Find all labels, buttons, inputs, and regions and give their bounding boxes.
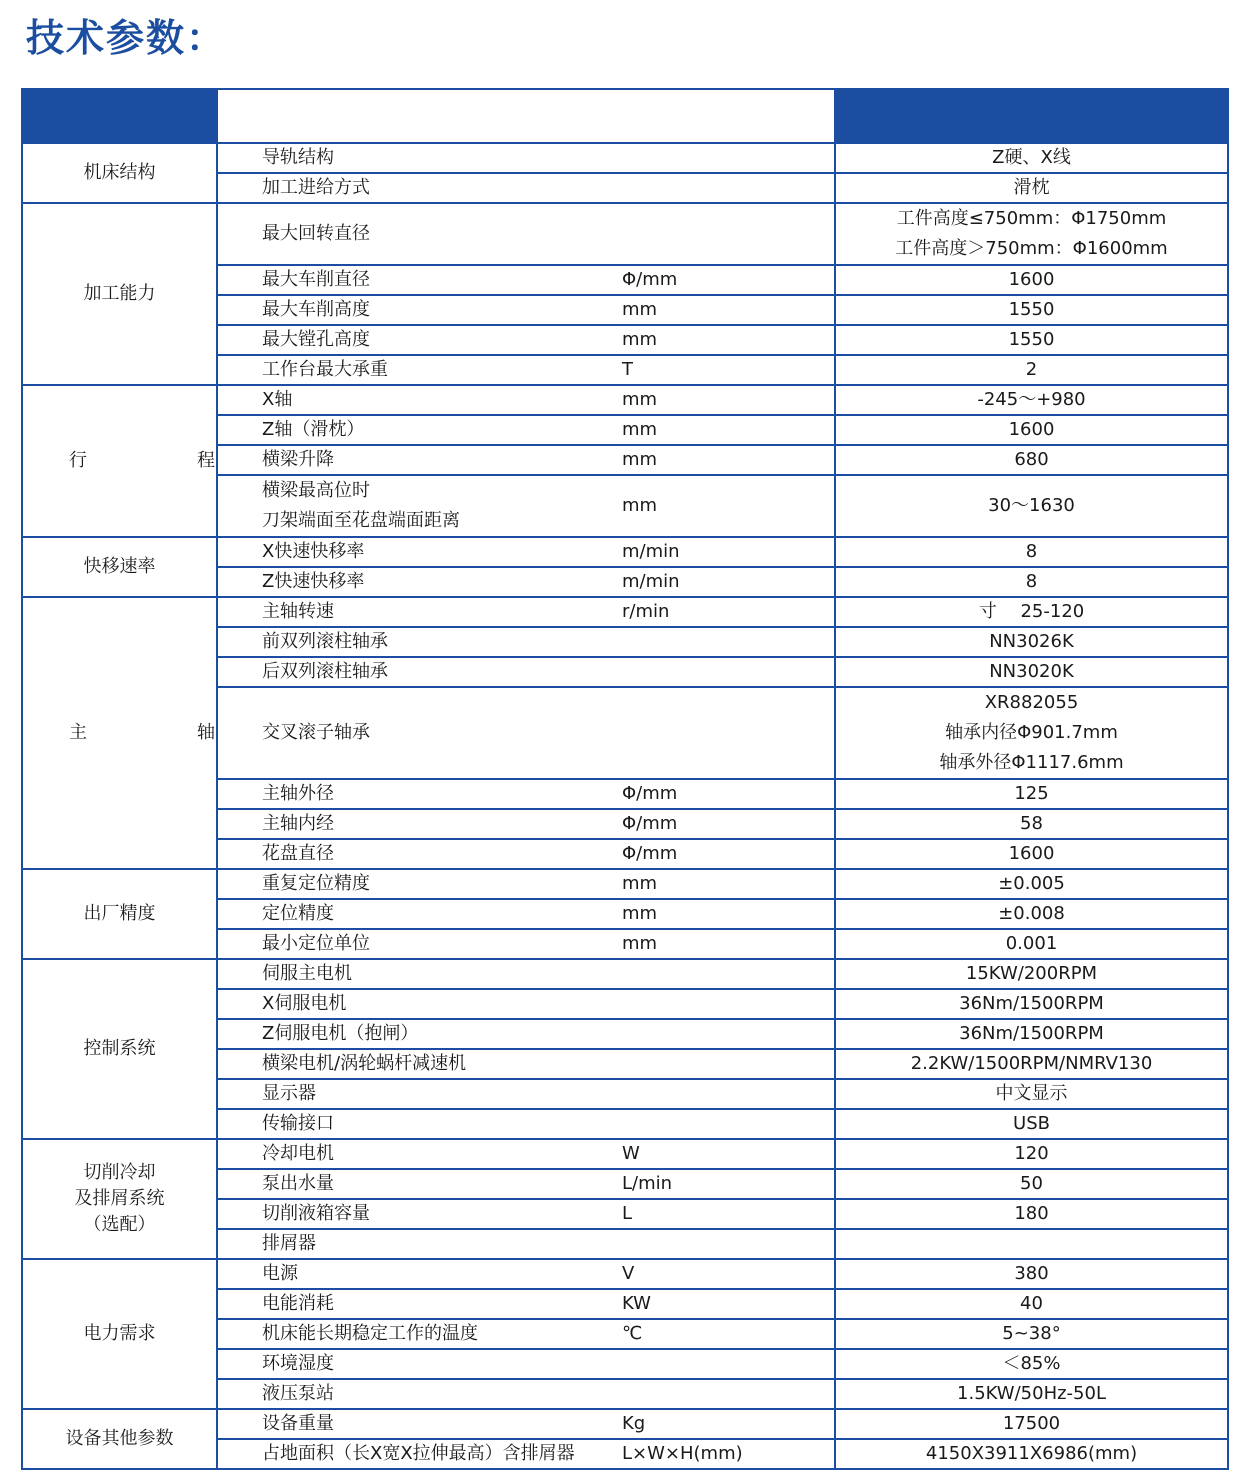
value-cell: [835, 1229, 1228, 1259]
parameter-name: 后双列滚柱轴承: [262, 661, 388, 682]
parameter-value: 2: [1025, 359, 1038, 380]
parameter-name-cell: [217, 1379, 610, 1409]
parameter-name-cell: [217, 1259, 610, 1289]
value-cell: [835, 1259, 1228, 1289]
parameter-value: 工件高度＞750mm：Φ1600mm: [895, 238, 1168, 259]
unit-label: mm: [622, 389, 658, 410]
value-cell: [835, 809, 1228, 839]
unit-cell: [610, 1289, 835, 1319]
unit-label: mm: [622, 933, 658, 954]
parameter-name: 主轴转速: [262, 601, 334, 622]
parameter-value: 40: [1020, 1293, 1043, 1314]
value-cell: [835, 1289, 1228, 1319]
value-cell: [835, 1019, 1228, 1049]
parameter-value: 120: [1014, 1143, 1049, 1164]
unit-cell: [610, 1109, 835, 1139]
value-cell: [835, 687, 1228, 779]
parameter-name-cell: [217, 173, 610, 203]
header-cell-parameter: [217, 89, 835, 143]
parameter-name-cell: [217, 537, 610, 567]
parameter-name: 最大车削高度: [262, 299, 370, 320]
parameter-value: ＜85%: [1002, 1353, 1061, 1374]
parameter-value: 轴承外径Φ1117.6mm: [939, 752, 1124, 773]
parameter-value: NN3020K: [989, 661, 1074, 682]
unit-cell: [610, 657, 835, 687]
unit-label: mm: [622, 299, 658, 320]
category-cell: [22, 537, 217, 597]
value-cell: [835, 475, 1228, 537]
unit-cell: [610, 567, 835, 597]
unit-cell: [610, 779, 835, 809]
parameter-name-cell: [217, 203, 610, 265]
parameter-name: 液压泵站: [262, 1383, 334, 1404]
parameter-name-cell: [217, 627, 610, 657]
unit-cell: [610, 325, 835, 355]
unit-cell: [610, 1049, 835, 1079]
parameter-name: Z快速快移率: [262, 571, 365, 592]
parameter-name-cell: [217, 475, 610, 537]
category-cell: [22, 1139, 217, 1259]
unit-cell: [610, 355, 835, 385]
category-cell: [22, 1409, 217, 1469]
category-label-line: 切削冷却: [83, 1162, 156, 1183]
parameter-name: 电能消耗: [262, 1293, 334, 1314]
value-cell: [835, 325, 1228, 355]
parameter-name-cell: [217, 657, 610, 687]
unit-label: r/min: [622, 601, 670, 622]
parameter-name-cell: [217, 779, 610, 809]
unit-label: T: [622, 359, 633, 380]
parameter-name: 加工进给方式: [262, 177, 370, 198]
value-cell: [835, 1139, 1228, 1169]
parameter-value: USB: [1013, 1113, 1050, 1134]
table-row: [22, 537, 1228, 567]
unit-cell: [610, 445, 835, 475]
parameter-name-cell: [217, 869, 610, 899]
parameter-name-cell: [217, 1409, 610, 1439]
spec-table: [21, 88, 1229, 1470]
parameter-name-cell: [217, 839, 610, 869]
parameter-value: XR882055: [984, 692, 1079, 713]
value-cell: [835, 537, 1228, 567]
parameter-name-cell: [217, 959, 610, 989]
table-row: [22, 869, 1228, 899]
unit-label: L: [622, 1203, 633, 1224]
unit-cell: [610, 1409, 835, 1439]
header-cell-category: [22, 89, 217, 143]
unit-cell: [610, 1019, 835, 1049]
value-cell: [835, 355, 1228, 385]
parameter-name-cell: [217, 1289, 610, 1319]
unit-cell: [610, 475, 835, 537]
category-label: 机床结构: [83, 162, 156, 183]
unit-label: KW: [622, 1293, 651, 1314]
parameter-name: 导轨结构: [262, 147, 334, 168]
parameter-name: 横梁升降: [262, 449, 334, 470]
parameter-value: 4150X3911X6986(mm): [925, 1443, 1138, 1464]
category-cell: [22, 869, 217, 959]
parameter-name-cell: [217, 415, 610, 445]
parameter-name: 最小定位单位: [262, 933, 370, 954]
category-label: 行 程: [69, 450, 261, 471]
value-cell: [835, 173, 1228, 203]
parameter-value: 36Nm/1500RPM: [959, 1023, 1104, 1044]
unit-label: mm: [622, 903, 658, 924]
unit-label: mm: [622, 419, 658, 440]
unit-label: Φ/mm: [622, 269, 678, 290]
parameter-value: 中文显示: [995, 1083, 1068, 1104]
parameter-value: 36Nm/1500RPM: [959, 993, 1104, 1014]
unit-cell: [610, 1259, 835, 1289]
parameter-value: NN3026K: [989, 631, 1074, 652]
unit-label: Kg: [622, 1413, 646, 1434]
parameter-name: 泵出水量: [262, 1173, 334, 1194]
parameter-name-cell: [217, 1319, 610, 1349]
parameter-name: 横梁最高位时: [262, 480, 370, 501]
value-cell: [835, 959, 1228, 989]
parameter-name-cell: [217, 1169, 610, 1199]
parameter-name: 冷却电机: [262, 1143, 334, 1164]
value-cell: [835, 143, 1228, 173]
unit-cell: [610, 989, 835, 1019]
parameter-name: 伺服主电机: [262, 963, 352, 984]
parameter-name: 花盘直径: [262, 843, 334, 864]
parameter-name-cell: [217, 1229, 610, 1259]
value-cell: [835, 869, 1228, 899]
header-cell-value: [835, 89, 1228, 143]
unit-cell: [610, 1139, 835, 1169]
value-cell: [835, 657, 1228, 687]
parameter-name-cell: [217, 899, 610, 929]
table-row: [22, 597, 1228, 627]
parameter-value: 8: [1025, 541, 1038, 562]
parameter-value: 1600: [1008, 269, 1055, 290]
parameter-name: X快速快移率: [262, 541, 365, 562]
category-label: 电力需求: [83, 1323, 156, 1344]
parameter-name: 工作台最大承重: [262, 359, 388, 380]
parameter-value: 680: [1014, 449, 1049, 470]
parameter-name: 环境湿度: [262, 1353, 334, 1374]
unit-cell: [610, 203, 835, 265]
parameter-value: 5~38°: [1002, 1323, 1061, 1344]
value-cell: [835, 1409, 1228, 1439]
value-cell: [835, 295, 1228, 325]
unit-cell: [610, 295, 835, 325]
category-cell: [22, 385, 261, 537]
parameter-name-cell: [217, 687, 610, 779]
parameter-value: 17500: [1002, 1413, 1061, 1434]
unit-cell: [610, 597, 835, 627]
table-row: [22, 203, 1228, 265]
parameter-name: 横梁电机/涡轮蜗杆减速机: [262, 1053, 467, 1074]
value-cell: [835, 1109, 1228, 1139]
unit-cell: [610, 627, 835, 657]
parameter-name: 重复定位精度: [262, 873, 370, 894]
parameter-name: X轴: [262, 389, 293, 410]
parameter-value: ±0.008: [998, 903, 1065, 924]
page-title: 技术参数：: [26, 16, 227, 60]
parameter-value: 1.5KW/50Hz-50L: [957, 1383, 1106, 1404]
unit-cell: [610, 1349, 835, 1379]
unit-label: m/min: [622, 571, 680, 592]
value-cell: [835, 567, 1228, 597]
parameter-name: 传输接口: [262, 1113, 334, 1134]
parameter-name: 交叉滚子轴承: [262, 722, 370, 743]
unit-cell: [610, 687, 835, 779]
parameter-name: 前双列滚柱轴承: [262, 631, 388, 652]
value-cell: [835, 1199, 1228, 1229]
unit-label: Φ/mm: [622, 813, 678, 834]
parameter-name-cell: [217, 1139, 610, 1169]
category-label: 加工能力: [83, 283, 156, 304]
unit-cell: [610, 1199, 835, 1229]
parameter-name-cell: [217, 1079, 610, 1109]
table-row: [22, 385, 1228, 415]
parameter-value: 1550: [1008, 329, 1055, 350]
unit-cell: [610, 1319, 835, 1349]
parameter-name-cell: [217, 1199, 610, 1229]
parameter-value: 工件高度≤750mm：Φ1750mm: [896, 208, 1167, 229]
category-cell: [22, 143, 217, 203]
unit-label: mm: [622, 873, 658, 894]
category-cell: [22, 1259, 217, 1409]
value-cell: [835, 1049, 1228, 1079]
unit-label: L/min: [622, 1173, 673, 1194]
unit-cell: [610, 265, 835, 295]
value-cell: [835, 1439, 1228, 1469]
parameter-name-cell: [217, 929, 610, 959]
parameter-value: 0.001: [1005, 933, 1058, 954]
parameter-name-cell: [217, 1439, 610, 1469]
value-cell: [835, 899, 1228, 929]
unit-cell: [610, 899, 835, 929]
unit-label: mm: [622, 329, 658, 350]
category-label: 主 轴: [69, 722, 261, 743]
value-cell: [835, 1169, 1228, 1199]
unit-cell: [610, 1439, 835, 1469]
unit-cell: [610, 537, 835, 567]
unit-cell: [610, 385, 835, 415]
unit-cell: [610, 415, 835, 445]
parameter-name-cell: [217, 1349, 610, 1379]
parameter-name: 最大镗孔高度: [262, 329, 370, 350]
category-label: 快移速率: [83, 556, 156, 577]
parameter-value: 15KW/200RPM: [965, 963, 1098, 984]
unit-label: L×W×H(mm): [622, 1443, 743, 1464]
category-cell: [22, 203, 217, 385]
parameter-value: 58: [1020, 813, 1043, 834]
parameter-name: 最大回转直径: [262, 223, 370, 244]
category-label-line: 及排屑系统: [74, 1188, 165, 1209]
parameter-name: 切削液箱容量: [262, 1203, 370, 1224]
category-cell: [22, 597, 261, 869]
parameter-value: Z硬、X线: [992, 147, 1071, 168]
parameter-name-cell: [217, 989, 610, 1019]
value-cell: [835, 265, 1228, 295]
unit-cell: [610, 143, 835, 173]
parameter-value: 125: [1014, 783, 1049, 804]
unit-cell: [610, 959, 835, 989]
unit-label: mm: [622, 449, 658, 470]
parameter-name: 定位精度: [262, 903, 334, 924]
category-cell: [22, 959, 217, 1139]
unit-cell: [610, 869, 835, 899]
unit-cell: [610, 839, 835, 869]
parameter-name-cell: [217, 355, 610, 385]
value-cell: [835, 929, 1228, 959]
parameter-name: Z伺服电机（抱闸）: [262, 1023, 419, 1044]
parameter-name: 最大车削直径: [262, 269, 370, 290]
category-label-line: （选配）: [83, 1214, 156, 1235]
unit-label: Φ/mm: [622, 783, 678, 804]
unit-cell: [610, 1229, 835, 1259]
category-label: 设备其他参数: [65, 1428, 174, 1449]
parameter-name-cell: [217, 265, 610, 295]
parameter-value: ±0.005: [998, 873, 1065, 894]
value-cell: [835, 989, 1228, 1019]
unit-label: m/min: [622, 541, 680, 562]
table-header-row: [22, 89, 1228, 143]
parameter-name-cell: [217, 295, 610, 325]
unit-cell: [610, 173, 835, 203]
parameter-name: 排屑器: [262, 1233, 316, 1254]
value-cell: [835, 839, 1228, 869]
parameter-name-cell: [217, 597, 610, 627]
table-row: [22, 1139, 1228, 1169]
parameter-name: 主轴外径: [262, 783, 334, 804]
value-cell: [835, 445, 1228, 475]
parameter-name-cell: [217, 445, 610, 475]
unit-label: W: [622, 1143, 640, 1164]
parameter-name: X伺服电机: [262, 993, 347, 1014]
parameter-name-cell: [217, 567, 610, 597]
value-cell: [835, 597, 1228, 627]
parameter-name-cell: [217, 325, 610, 355]
value-cell: [835, 1379, 1228, 1409]
parameter-name: 占地面积（长X宽X拉伸最高）含排屑器: [262, 1443, 575, 1464]
parameter-name-cell: [217, 1109, 610, 1139]
parameter-value: 180: [1014, 1203, 1049, 1224]
unit-cell: [610, 1169, 835, 1199]
parameter-value: 50: [1020, 1173, 1043, 1194]
value-cell: [835, 1079, 1228, 1109]
table-row: [22, 143, 1228, 173]
parameter-name: 刀架端面至花盘端面距离: [262, 510, 460, 531]
parameter-name: 设备重量: [262, 1413, 334, 1434]
parameter-name: 电源: [262, 1263, 298, 1284]
parameter-value: 轴承内径Φ901.7mm: [945, 722, 1118, 743]
value-cell: [835, 203, 1228, 265]
parameter-value: -245～+980: [977, 389, 1086, 410]
unit-cell: [610, 1079, 835, 1109]
parameter-value: 2.2KW/1500RPM/NMRV130: [910, 1053, 1153, 1074]
table-row: [22, 1409, 1228, 1439]
parameter-name: 显示器: [262, 1083, 316, 1104]
parameter-value: 30～1630: [988, 495, 1075, 516]
spec-table-body: [22, 89, 1228, 1469]
parameter-name-cell: [217, 1019, 610, 1049]
parameter-name: Z轴（滑枕）: [262, 419, 365, 440]
table-row: [22, 959, 1228, 989]
value-cell: [835, 1319, 1228, 1349]
parameter-name-cell: [217, 1049, 610, 1079]
category-label: 控制系统: [83, 1038, 156, 1059]
parameter-name: 机床能长期稳定工作的温度: [262, 1323, 478, 1344]
category-label: 出厂精度: [83, 903, 156, 924]
parameter-value: 8: [1025, 571, 1038, 592]
unit-label: Φ/mm: [622, 843, 678, 864]
value-cell: [835, 415, 1228, 445]
parameter-value: 寸 25-120: [978, 601, 1085, 622]
unit-label: V: [622, 1263, 635, 1284]
value-cell: [835, 1349, 1228, 1379]
parameter-value: 380: [1014, 1263, 1049, 1284]
parameter-value: 1600: [1008, 843, 1055, 864]
value-cell: [835, 779, 1228, 809]
unit-label: mm: [622, 495, 658, 516]
parameter-value: 滑枕: [1013, 177, 1050, 198]
parameter-value: 1550: [1008, 299, 1055, 320]
table-row: [22, 1259, 1228, 1289]
parameter-name: 主轴内经: [262, 813, 334, 834]
parameter-name-cell: [217, 385, 610, 415]
value-cell: [835, 385, 1228, 415]
parameter-name-cell: [217, 809, 610, 839]
unit-cell: [610, 809, 835, 839]
unit-label: ℃: [622, 1323, 643, 1344]
unit-cell: [610, 1379, 835, 1409]
parameter-value: 1600: [1008, 419, 1055, 440]
parameter-name-cell: [217, 143, 610, 173]
unit-cell: [610, 929, 835, 959]
value-cell: [835, 627, 1228, 657]
